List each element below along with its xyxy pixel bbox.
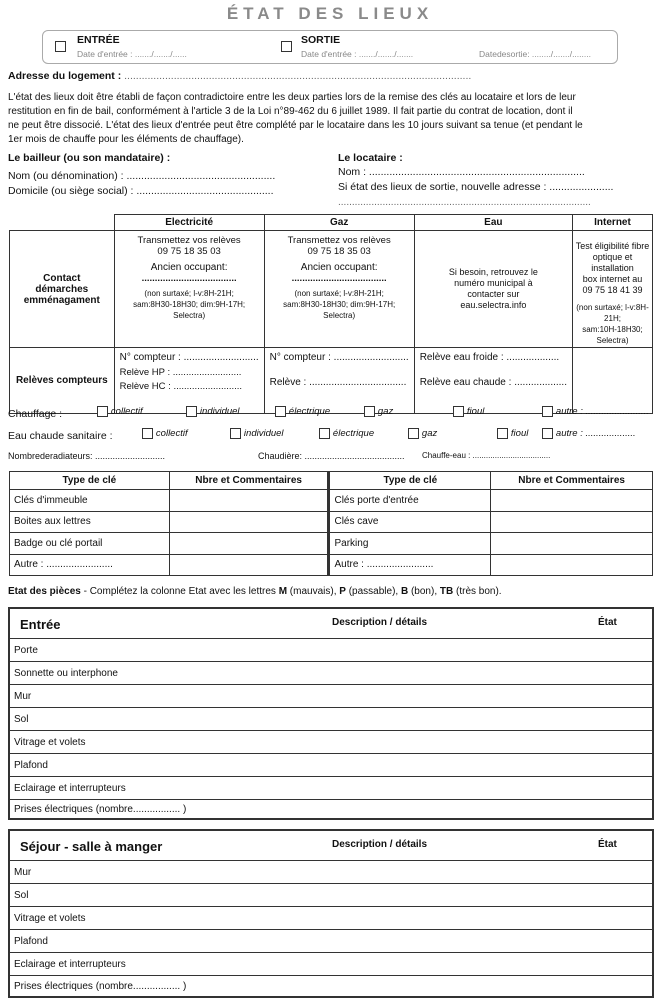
cle-type-label: Clés cave (329, 511, 491, 533)
chauffe-eau-field[interactable]: Chauffe-eau : ................................... (422, 451, 551, 460)
room-etat-header: État (598, 617, 617, 628)
releve-hp-field[interactable]: Relève HP : .......................... (119, 366, 242, 378)
text: Transmettez vos relèves (287, 235, 391, 246)
field[interactable]: .................................... (291, 273, 387, 284)
cell-elec-releves (114, 348, 264, 414)
option-label: gaz (421, 428, 438, 439)
option-label: électrique (288, 406, 331, 417)
bailleur-domicile[interactable]: Domicile (ou siège social) : ............................................... (8, 185, 274, 197)
text: numéro municipal à (454, 278, 533, 288)
text: Test éligibilité fibre (575, 241, 650, 251)
option-label: collectif (110, 406, 143, 417)
eau-chaude-fioul-checkbox[interactable] (497, 428, 508, 439)
text: contacter sur (467, 289, 520, 299)
chauffage-fioul-checkbox[interactable] (453, 406, 464, 417)
text: (mauvais), (287, 586, 340, 597)
phone: 09 75 18 35 03 (307, 246, 371, 257)
room-header (10, 609, 652, 639)
room-row[interactable]: Eclairage et interrupteurs (10, 953, 652, 976)
chauffage-options (97, 405, 143, 417)
cle-comment-cell[interactable] (491, 533, 653, 555)
row-contact-label: Contact démarches emménagament (10, 231, 115, 348)
chauffage-electrique-checkbox[interactable] (275, 406, 286, 417)
option-label: fioul (510, 428, 529, 439)
text: Transmettez vos relèves (137, 235, 241, 246)
cle-comment-cell[interactable] (491, 554, 653, 576)
link[interactable]: eau.selectra.info (460, 300, 527, 310)
contact-table (9, 214, 653, 414)
room-row[interactable]: Prises électriques (nombre................. ) (14, 980, 187, 992)
option-label: individuel (243, 428, 284, 439)
letter-b: B (400, 586, 409, 597)
cle-comment-cell[interactable] (491, 511, 653, 533)
entree-checkbox[interactable] (55, 41, 66, 52)
bailleur-nom[interactable]: Nom (ou dénomination) : ................................................... (8, 170, 276, 182)
cle-comment-cell[interactable] (169, 533, 329, 555)
text: (bon), (408, 586, 440, 597)
room-row[interactable]: Sol (10, 884, 652, 907)
sortie-date-sortie: Datedesortie: ......../......./........ (479, 49, 591, 59)
room-desc-header: Description / détails (332, 839, 428, 850)
text: (très bon). (453, 586, 502, 597)
intro-line: restitution en fin de bail, conformément à l'article 3 de la Loi n°89-462 du 6 juillet 1989. Il fait partie du contrat de location, dont il (8, 106, 573, 117)
cle-type-label[interactable]: Autre : ........................ (10, 554, 170, 576)
entree-date: Date d'entrée : ......./......./...... (77, 49, 187, 59)
cles-header-type: Type de clé (10, 472, 170, 490)
adresse-line (8, 70, 653, 82)
text: (non surtaxé; l-v:8H-21H; (144, 289, 234, 298)
intro-paragraph (8, 91, 658, 147)
option-label[interactable]: autre : ................... (555, 428, 636, 439)
phone: 09 75 18 41 39 (582, 285, 643, 295)
room-row[interactable]: Vitrage et volets (10, 731, 652, 754)
row-releves-label: Relèves compteurs (10, 348, 115, 414)
cell-internet-contact (573, 231, 653, 348)
cles-header-nbre: Nbre et Commentaires (491, 472, 653, 490)
cell-eau-releves (414, 348, 572, 414)
room-row[interactable]: Vitrage et volets (10, 907, 652, 930)
intro-line: ne peut être dissocié. L'état des lieux d'entrée peut être complété par le locataire dans les 10 jours suivant sa tenue (et pendant le (8, 120, 583, 131)
text: optique et installation (591, 252, 634, 273)
document-title: ÉTAT DES LIEUX (226, 4, 434, 23)
cle-type-label: Parking (329, 533, 491, 555)
option-label: collectif (155, 428, 188, 439)
compteur-field[interactable]: N° compteur : ........................... (269, 352, 409, 363)
cell-elec-contact (114, 231, 264, 348)
cell-gaz-releves (264, 348, 414, 414)
chauffage-autre-checkbox[interactable] (542, 406, 553, 417)
room-entree (8, 607, 654, 820)
cles-header-type: Type de clé (329, 472, 491, 490)
room-row[interactable]: Sonnette ou interphone (10, 662, 652, 685)
header-eau: Eau (414, 215, 572, 231)
eau-chaude-autre-checkbox[interactable] (542, 428, 553, 439)
entree-label: ENTRÉE (77, 34, 120, 46)
room-row[interactable]: Mur (10, 685, 652, 708)
compteur-field[interactable]: N° compteur : ........................... (119, 352, 259, 363)
locataire-sortie[interactable]: Si état des lieux de sortie, nouvelle adresse : ...................... (338, 181, 614, 193)
option-label: gaz (377, 406, 394, 417)
eau-chaude-gaz-checkbox[interactable] (408, 428, 419, 439)
room-row[interactable]: Porte (10, 639, 652, 662)
room-row[interactable]: Eclairage et interrupteurs (10, 777, 652, 800)
letter-tb: TB (439, 586, 454, 597)
letter-m: M (278, 586, 288, 597)
chauffage-label: Chauffage : (8, 408, 63, 420)
room-row[interactable]: Prises électriques (nombre................. ) (14, 803, 187, 815)
text: - Complétez la colonne Etat avec les lettres (80, 586, 279, 597)
room-etat-header: État (598, 839, 617, 850)
cell-internet-releves (573, 348, 653, 414)
etat-pieces-title: Etat des pièces (8, 586, 81, 597)
room-row[interactable]: Plafond (10, 754, 652, 777)
text: box internet au (582, 274, 643, 284)
cle-comment-cell[interactable] (169, 490, 329, 512)
eau-chaude-electrique-checkbox[interactable] (319, 428, 330, 439)
locataire-title: Le locataire : (338, 152, 403, 164)
releve-field[interactable]: Relève : ................................... (269, 376, 407, 388)
text: Ancien occupant: (150, 262, 228, 273)
header-internet: Internet (573, 215, 653, 231)
chauffage-gaz-checkbox[interactable] (364, 406, 375, 417)
option-label: fioul (466, 406, 485, 417)
intro-line: 1er mois de chauffe pour les éléments de chauffage). (8, 134, 244, 145)
text: (passable), (345, 586, 401, 597)
chauffage-individuel-checkbox[interactable] (186, 406, 197, 417)
cle-comment-cell[interactable] (491, 490, 653, 512)
cle-type-label: Clés d'immeuble (10, 490, 170, 512)
text: Selectra) (323, 311, 356, 320)
field[interactable]: .................................... (141, 273, 237, 284)
cle-type-label[interactable]: Autre : ........................ (329, 554, 491, 576)
adresse-field[interactable]: ....................................................................................................................... (124, 70, 472, 82)
text: sam:8H30-18H30; dim:9H-17H; (283, 300, 396, 309)
phone: 09 75 18 35 03 (157, 246, 221, 257)
text: Ancien occupant: (300, 262, 378, 273)
cell-eau-contact (414, 231, 572, 348)
cle-type-label: Boites aux lettres (10, 511, 170, 533)
room-title: Séjour - salle à manger (20, 839, 163, 854)
cle-comment-cell[interactable] (169, 554, 329, 576)
cle-type-label: Clés porte d'entrée (329, 490, 491, 512)
eau-chaude-individuel-checkbox[interactable] (230, 428, 241, 439)
locataire-nom[interactable]: Nom : .......................................................................... (338, 166, 585, 178)
eau-chaude-label: Eau chaude sanitaire : (8, 430, 113, 442)
cles-table (9, 471, 653, 576)
entree-sortie-box (42, 30, 618, 64)
chauffage-collectif-checkbox[interactable] (97, 406, 108, 417)
text: Si besoin, retrouvez le (448, 267, 538, 277)
etat-pieces-instruction (8, 586, 502, 597)
room-row[interactable]: Mur (10, 861, 652, 884)
chaudiere-field[interactable]: Chaudière: ........................................ (258, 451, 405, 461)
text: sam:10H-18H30; Selectra) (582, 325, 643, 345)
releve-hc-field[interactable]: Relève HC : .......................... (119, 381, 243, 392)
option-label: individuel (199, 406, 240, 417)
header-gaz: Gaz (264, 215, 414, 231)
room-title: Entrée (20, 617, 61, 632)
room-header (10, 831, 652, 861)
radiateurs-field[interactable]: Nombrederadiateurs: ............................ (8, 451, 166, 461)
room-sejour (8, 829, 654, 998)
cell-gaz-contact (264, 231, 414, 348)
cle-type-label: Badge ou clé portail (10, 533, 170, 555)
sortie-label: SORTIE (301, 34, 341, 46)
eau-chaude-collectif-checkbox[interactable] (142, 428, 153, 439)
text: Selectra) (173, 311, 206, 320)
text: (non surtaxé; l-v:8H-21H; (294, 289, 384, 298)
room-row[interactable]: Sol (10, 708, 652, 731)
sortie-date-entree: Date d'entrée : ......./......./....... (301, 49, 414, 59)
cle-comment-cell[interactable] (169, 511, 329, 533)
intro-line: L'état des lieux doit être établi de façon contradictoire entre les deux parties lors de la remise des clés au locataire et lors de leur (8, 92, 576, 103)
room-row[interactable]: Plafond (10, 930, 652, 953)
option-label: électrique (332, 428, 375, 439)
cles-header-nbre: Nbre et Commentaires (169, 472, 329, 490)
room-desc-header: Description / détails (332, 617, 428, 628)
locataire-adresse-dots[interactable]: ........................................................................................... (338, 197, 591, 208)
releve-froide-field[interactable]: Relève eau froide : ................... (419, 352, 560, 363)
bailleur-title: Le bailleur (ou son mandataire) : (8, 152, 171, 164)
adresse-label: Adresse du logement : (8, 70, 122, 82)
text: sam:8H30-18H30; dim:9H-17H; (133, 300, 246, 309)
header-electricite: Electricité (114, 215, 264, 231)
releve-chaude-field[interactable]: Relève eau chaude : ................... (419, 376, 567, 388)
letter-p: P (339, 586, 346, 597)
option-label[interactable]: autre : ........................ (555, 406, 649, 417)
text: (non surtaxé; l-v:8H-21H; (576, 303, 649, 323)
sortie-checkbox[interactable] (281, 41, 292, 52)
